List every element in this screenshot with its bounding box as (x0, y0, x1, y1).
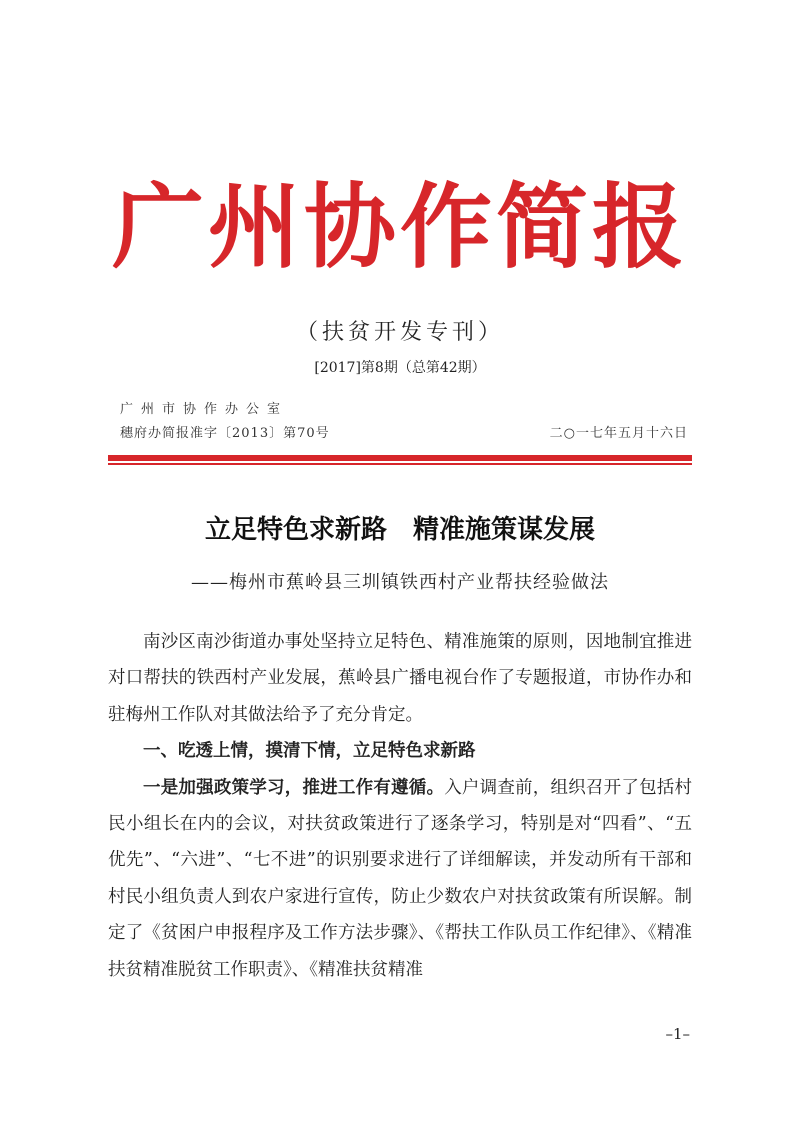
article-subtitle: ——梅州市蕉岭县三圳镇铁西村产业帮扶经验做法 (191, 572, 609, 593)
article-title (0, 512, 800, 548)
page-number: –1– (665, 1025, 690, 1043)
paragraph-intro: 南沙区南沙街道办事处坚持立足特色、精准施策的原则，因地制宜推进对口帮扶的铁西村产业发展，蕉岭县广播电视台作了专题报道，市协作办和驻梅州工作队对其做法给予了充分肯定。 (108, 632, 692, 725)
header-divider-thick (108, 455, 692, 461)
masthead-title: 广州协作简报 (111, 174, 688, 281)
header-divider-thin (108, 463, 692, 465)
paragraph-lead: 一是加强政策学习，推进工作有遵循。 (143, 777, 445, 798)
article-body (108, 624, 692, 988)
paragraph-policy (108, 770, 692, 988)
special-issue-label: （扶贫开发专刊） (295, 320, 504, 345)
issue-date: 二○一七年五月十六日 (549, 426, 688, 441)
article-title-part2: 精准施策谋发展 (413, 515, 596, 545)
section-heading: 一、吃透上情，摸清下情，立足特色求新路 (143, 741, 476, 762)
document-number: 穗府办简报准字〔2013〕第70号 (120, 426, 330, 441)
paragraph-text: 入户调查前，组织召开了包括村民小组长在内的会议，对扶贫政策进行了逐条学习，特别是对“四看”、“五优先”、“六进”、“七不进”的识别要求进行了详细解读，并发动所有干部和村民小组负责人到农户家进行宣传，防止少数农户对扶贫政策有所误解。制定了《贫困户申报程序及工作方法步骤》、《帮扶工作队员工作纪律》、《精准扶贫精准脱贫工作职责》、《精准扶贫精准 (108, 777, 693, 980)
issue-number: [2017]第8期（总第42期） (314, 360, 486, 376)
article-title-part1: 立足特色求新路 (204, 515, 387, 545)
issuing-office: 广州市协作办公室 (120, 402, 289, 417)
